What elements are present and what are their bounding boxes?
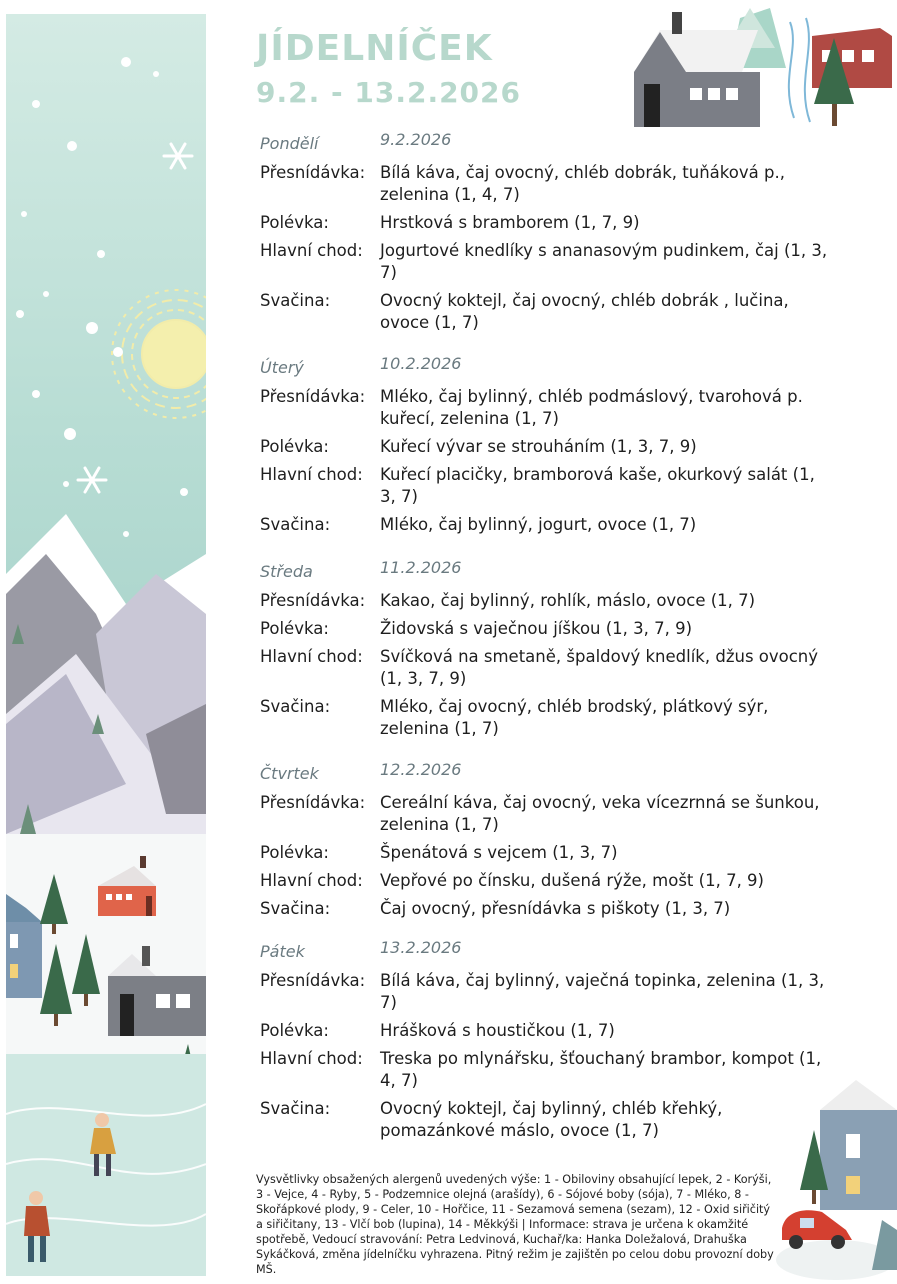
day-name: Pondělí (260, 134, 319, 153)
meal-label: Hlavní chod: (260, 465, 363, 484)
houses-illustration-top (630, 8, 892, 133)
meal-label: Přesnídávka: (260, 793, 366, 812)
meal-text: Cereální káva, čaj ovocný, veka vícezrnná se šunkou, zelenina (1, 7) (380, 793, 820, 834)
meal-row-snack-afternoon (260, 290, 830, 334)
winter-sidebar-illustration (6, 14, 206, 1276)
meal-label: Svačina: (260, 1099, 331, 1118)
meal-row-snack-morning (260, 386, 830, 430)
meal-row-snack-morning (260, 162, 830, 206)
meal-row-main (260, 1048, 830, 1092)
meal-text: Kakao, čaj bylinný, rohlík, máslo, ovoce (1, 7) (380, 591, 756, 610)
meal-text: Mléko, čaj ovocný, chléb brodský, plátkový sýr, zelenina (1, 7) (380, 697, 769, 738)
day-date: 13.2.2026 (380, 938, 462, 957)
meal-text: Kuřecí vývar se strouháním (1, 3, 7, 9) (380, 437, 697, 456)
day-name: Čtvrtek (260, 764, 319, 783)
meal-row-soup (260, 212, 830, 234)
meal-label: Polévka: (260, 437, 329, 456)
day-tuesday (260, 354, 830, 536)
meal-text: Bílá káva, čaj ovocný, chléb dobrák, tuňáková p., zelenina (1, 4, 7) (380, 163, 785, 204)
meal-row-main (260, 870, 830, 892)
day-date: 9.2.2026 (380, 130, 452, 149)
meal-row-soup (260, 618, 830, 640)
meal-text: Ovocný koktejl, čaj bylinný, chléb křehký, pomazánkové máslo, ovoce (1, 7) (380, 1099, 723, 1140)
meal-text: Špenátová s vejcem (1, 3, 7) (380, 843, 618, 862)
meal-row-snack-afternoon (260, 514, 830, 536)
day-date: 10.2.2026 (380, 354, 462, 373)
meal-row-main (260, 464, 830, 508)
meal-label: Svačina: (260, 697, 331, 716)
meal-label: Polévka: (260, 619, 329, 638)
meal-text: Čaj ovocný, přesnídávka s piškoty (1, 3, 7) (380, 899, 731, 918)
meal-label: Přesnídávka: (260, 387, 366, 406)
day-name: Úterý (260, 358, 304, 377)
meal-text: Mléko, čaj bylinný, chléb podmáslový, tvarohová p. kuřecí, zelenina (1, 7) (380, 387, 803, 428)
meal-row-main (260, 646, 830, 690)
meal-text: Bílá káva, čaj bylinný, vaječná topinka, zelenina (1, 3, 7) (380, 971, 825, 1012)
day-date: 12.2.2026 (380, 760, 462, 779)
menu-title: JÍDELNÍČEK (256, 28, 493, 69)
day-wednesday (260, 558, 830, 740)
meal-row-soup (260, 842, 830, 864)
allergen-footnote: Vysvětlivky obsažených alergenů uvedených výše: 1 - Obiloviny obsahující lepek, 2 - Korýši, 3 - Vejce, 4 - Ryby, 5 - Podzemnice olejná (arašídy), 6 - Sójové boby (sója), 7 - Mléko, 8 - Skořápkové plody, 9 - Celer, 10 - Hořčice, 11 - Sezamová semena (sezam), 12 - Oxid siřičitý a siřičitany, 13 - Vlčí bob (lupina), 14 - Měkkýši | Informace: strava je určena k okamžité spotřebě, Vedoucí stravování: Petra Ledvinová, Kuchař/ka: Hanka Doležalová, Drahuška Sykáčková, změna jídelníčku vyhrazena. Pitný režim je zajištěn po celou dobu provozní doby MŠ. (256, 1173, 774, 1276)
meal-text: Vepřové po čínsku, dušená rýže, mošt (1, 7, 9) (380, 871, 764, 890)
meal-label: Hlavní chod: (260, 1049, 363, 1068)
meal-row-soup (260, 1020, 830, 1042)
meal-row-snack-afternoon (260, 898, 830, 920)
day-date: 11.2.2026 (380, 558, 462, 577)
meal-label: Hlavní chod: (260, 871, 363, 890)
meal-row-main (260, 240, 830, 284)
meal-text: Treska po mlynářsku, šťouchaný brambor, kompot (1, 4, 7) (380, 1049, 822, 1090)
meal-text: Hrstková s bramborem (1, 7, 9) (380, 213, 640, 232)
meal-label: Přesnídávka: (260, 591, 366, 610)
day-friday (260, 938, 830, 1142)
meal-label: Polévka: (260, 213, 329, 232)
meal-text: Kuřecí placičky, bramborová kaše, okurkový salát (1, 3, 7) (380, 465, 815, 506)
meal-label: Svačina: (260, 291, 331, 310)
meal-text: Ovocný koktejl, čaj ovocný, chléb dobrák , lučina, ovoce (1, 7) (380, 291, 789, 332)
menu-date-range: 9.2. - 13.2.2026 (256, 76, 522, 109)
meal-label: Přesnídávka: (260, 971, 366, 990)
meal-text: Jogurtové knedlíky s ananasovým pudinkem, čaj (1, 3, 7) (380, 241, 828, 282)
meal-text: Mléko, čaj bylinný, jogurt, ovoce (1, 7) (380, 515, 697, 534)
meal-label: Polévka: (260, 1021, 329, 1040)
meal-label: Polévka: (260, 843, 329, 862)
meal-text: Svíčková na smetaně, špaldový knedlík, džus ovocný (1, 3, 7, 9) (380, 647, 819, 688)
meal-row-snack-morning (260, 590, 830, 612)
meal-label: Svačina: (260, 515, 331, 534)
meal-row-snack-morning (260, 792, 830, 836)
meal-row-snack-morning (260, 970, 830, 1014)
meal-label: Přesnídávka: (260, 163, 366, 182)
meal-label: Svačina: (260, 899, 331, 918)
meal-text: Hrášková s houstičkou (1, 7) (380, 1021, 615, 1040)
meal-row-snack-afternoon (260, 696, 830, 740)
day-name: Středa (260, 562, 313, 581)
meal-row-snack-afternoon (260, 1098, 830, 1142)
day-monday (260, 130, 830, 334)
meal-label: Hlavní chod: (260, 647, 363, 666)
meal-label: Hlavní chod: (260, 241, 363, 260)
meal-row-soup (260, 436, 830, 458)
day-thursday (260, 760, 830, 920)
meal-text: Židovská s vaječnou jíškou (1, 3, 7, 9) (380, 619, 693, 638)
day-name: Pátek (260, 942, 305, 961)
